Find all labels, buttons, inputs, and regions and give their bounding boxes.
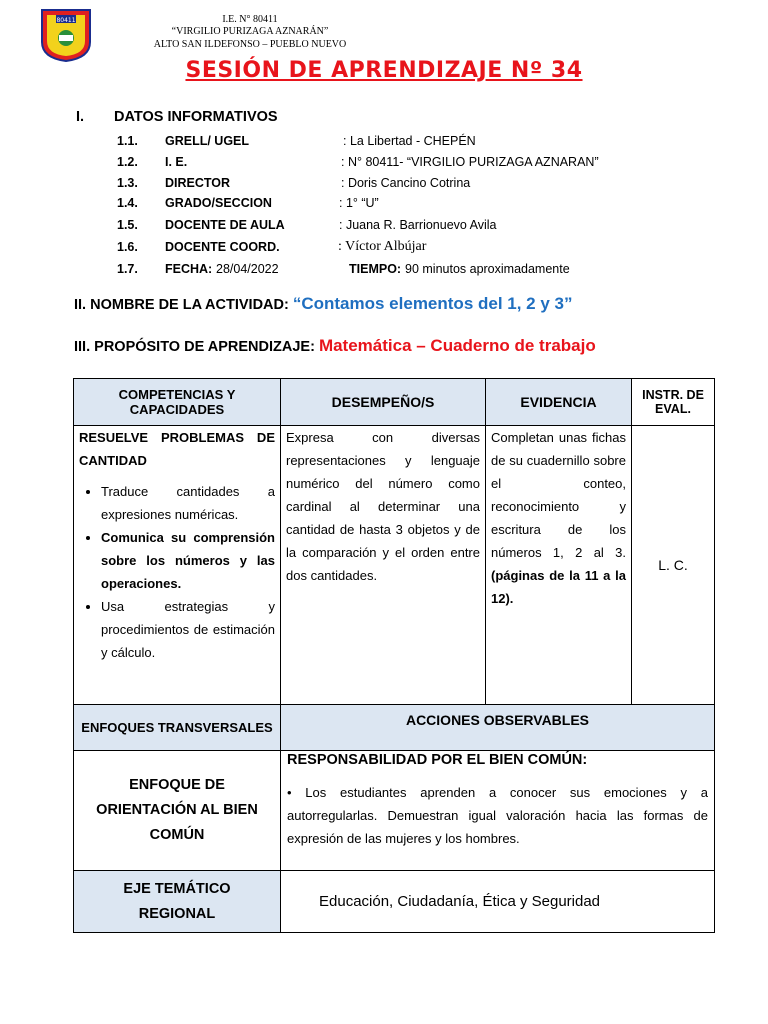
desempeno-cell: Expresa con diversas representaciones y lenguaje numérico del número como cardinal al determinar una cantidad de hasta 3 objetos y de la comparación y el orden entre dos cantidades. bbox=[281, 426, 486, 705]
info-row-key: GRADO/SECCION bbox=[165, 196, 272, 210]
school-line-2: “VIRGILIO PURIZAGA AZNARÁN” bbox=[171, 26, 329, 37]
section-1-number: I. bbox=[76, 109, 85, 125]
info-row-value: : Doris Cancino Cotrina bbox=[341, 176, 471, 190]
section-2-heading bbox=[74, 294, 573, 314]
info-row-value: 28/04/2022 bbox=[216, 262, 279, 276]
info-row-key: DOCENTE DE AULA bbox=[165, 218, 285, 232]
info-row-value: : N° 80411- “VIRGILIO PURIZAGA AZNARAN” bbox=[341, 155, 599, 169]
info-row-number: 1.1. bbox=[117, 134, 138, 148]
purpose-value: Matemática – Cuaderno de trabajo bbox=[318, 336, 596, 355]
info-row-number: 1.2. bbox=[117, 155, 138, 169]
info-row-number: 1.7. bbox=[117, 262, 138, 276]
learning-table bbox=[73, 378, 715, 933]
page-title: SESIÓN DE APRENDIZAJE Nº 34 bbox=[185, 58, 583, 83]
info-row-value: : Víctor Albújar bbox=[338, 239, 427, 254]
section-3-label: III. PROPÓSITO DE APRENDIZAJE: bbox=[74, 339, 315, 355]
info-row-key: I. E. bbox=[165, 155, 188, 169]
tiempo-value: 90 minutos aproximadamente bbox=[405, 262, 570, 276]
competencia-title: RESUELVE PROBLEMAS DE CANTIDAD bbox=[79, 430, 275, 468]
header-desempenos: DESEMPEÑO/S bbox=[281, 379, 486, 426]
info-row-key: FECHA: bbox=[165, 262, 213, 276]
capacidades-list bbox=[79, 480, 275, 664]
section-2-label: II. NOMBRE DE LA ACTIVIDAD: bbox=[74, 297, 289, 313]
info-row-number: 1.3. bbox=[117, 176, 138, 190]
evidencia-pages: (páginas de la 11 a la 12). bbox=[491, 568, 626, 606]
enfoque-name: ENFOQUE DE ORIENTACIÓN AL BIEN COMÚN bbox=[74, 751, 281, 871]
info-row-key: DOCENTE COORD. bbox=[165, 240, 280, 254]
evidencia-text: Completan unas fichas de su cuadernillo sobre el conteo, reconocimiento y escritura de los números 1, 2 al 3. bbox=[491, 430, 626, 560]
responsabilidad-text: • Los estudiantes aprenden a conocer sus emociones y a autorregularlas. Demuestran igual valoración hacia las formas de expresión de las mujeres y los hombres. bbox=[287, 785, 708, 846]
list-item: • Usa estrategias y procedimientos de estimación y cálculo. bbox=[101, 595, 275, 664]
acciones-cell bbox=[281, 751, 715, 871]
info-row-number: 1.6. bbox=[117, 240, 138, 254]
acciones-header: ACCIONES OBSERVABLES bbox=[281, 705, 715, 751]
info-row-value: : La Libertad - CHEPÉN bbox=[343, 134, 476, 148]
info-row-number: 1.5. bbox=[117, 218, 138, 232]
info-row-value: : 1° “U” bbox=[339, 196, 379, 210]
header-instrumento: INSTR. DE EVAL. bbox=[632, 379, 715, 426]
eje-value: Educación, Ciudadanía, Ética y Seguridad bbox=[281, 871, 715, 933]
competencias-cell bbox=[74, 426, 281, 705]
info-row-number: 1.4. bbox=[117, 196, 138, 210]
instrumento-cell: L. C. bbox=[632, 426, 715, 705]
school-line-3: ALTO SAN ILDEFONSO – PUEBLO NUEVO bbox=[153, 39, 347, 50]
section-1-title: DATOS INFORMATIVOS bbox=[114, 109, 278, 125]
list-item: • Traduce cantidades a expresiones numéricas. bbox=[101, 480, 275, 526]
header-evidencia: EVIDENCIA bbox=[486, 379, 632, 426]
eje-label: EJE TEMÁTICO REGIONAL bbox=[74, 871, 281, 933]
activity-name: “Contamos elementos del 1, 2 y 3” bbox=[292, 294, 573, 313]
responsabilidad-title: RESPONSABILIDAD POR EL BIEN COMÚN: bbox=[287, 752, 588, 768]
info-row-key: DIRECTOR bbox=[165, 176, 231, 190]
section-3-heading bbox=[74, 336, 596, 356]
list-item: • Comunica su comprensión sobre los números y las operaciones. bbox=[101, 526, 275, 595]
section-1-heading bbox=[76, 109, 278, 125]
tiempo-label: TIEMPO: bbox=[349, 262, 402, 276]
evidencia-cell bbox=[486, 426, 632, 705]
school-logo bbox=[40, 8, 92, 62]
info-row-value: : Juana R. Barrionuevo Avila bbox=[339, 218, 497, 232]
logo-number: 80411 bbox=[56, 17, 76, 24]
header-competencias: COMPETENCIAS Y CAPACIDADES bbox=[74, 379, 281, 426]
enfoques-header: ENFOQUES TRANSVERSALES bbox=[74, 705, 281, 751]
school-line-1: I.E. N° 80411 bbox=[222, 14, 278, 25]
info-row-key: GRELL/ UGEL bbox=[165, 134, 250, 148]
